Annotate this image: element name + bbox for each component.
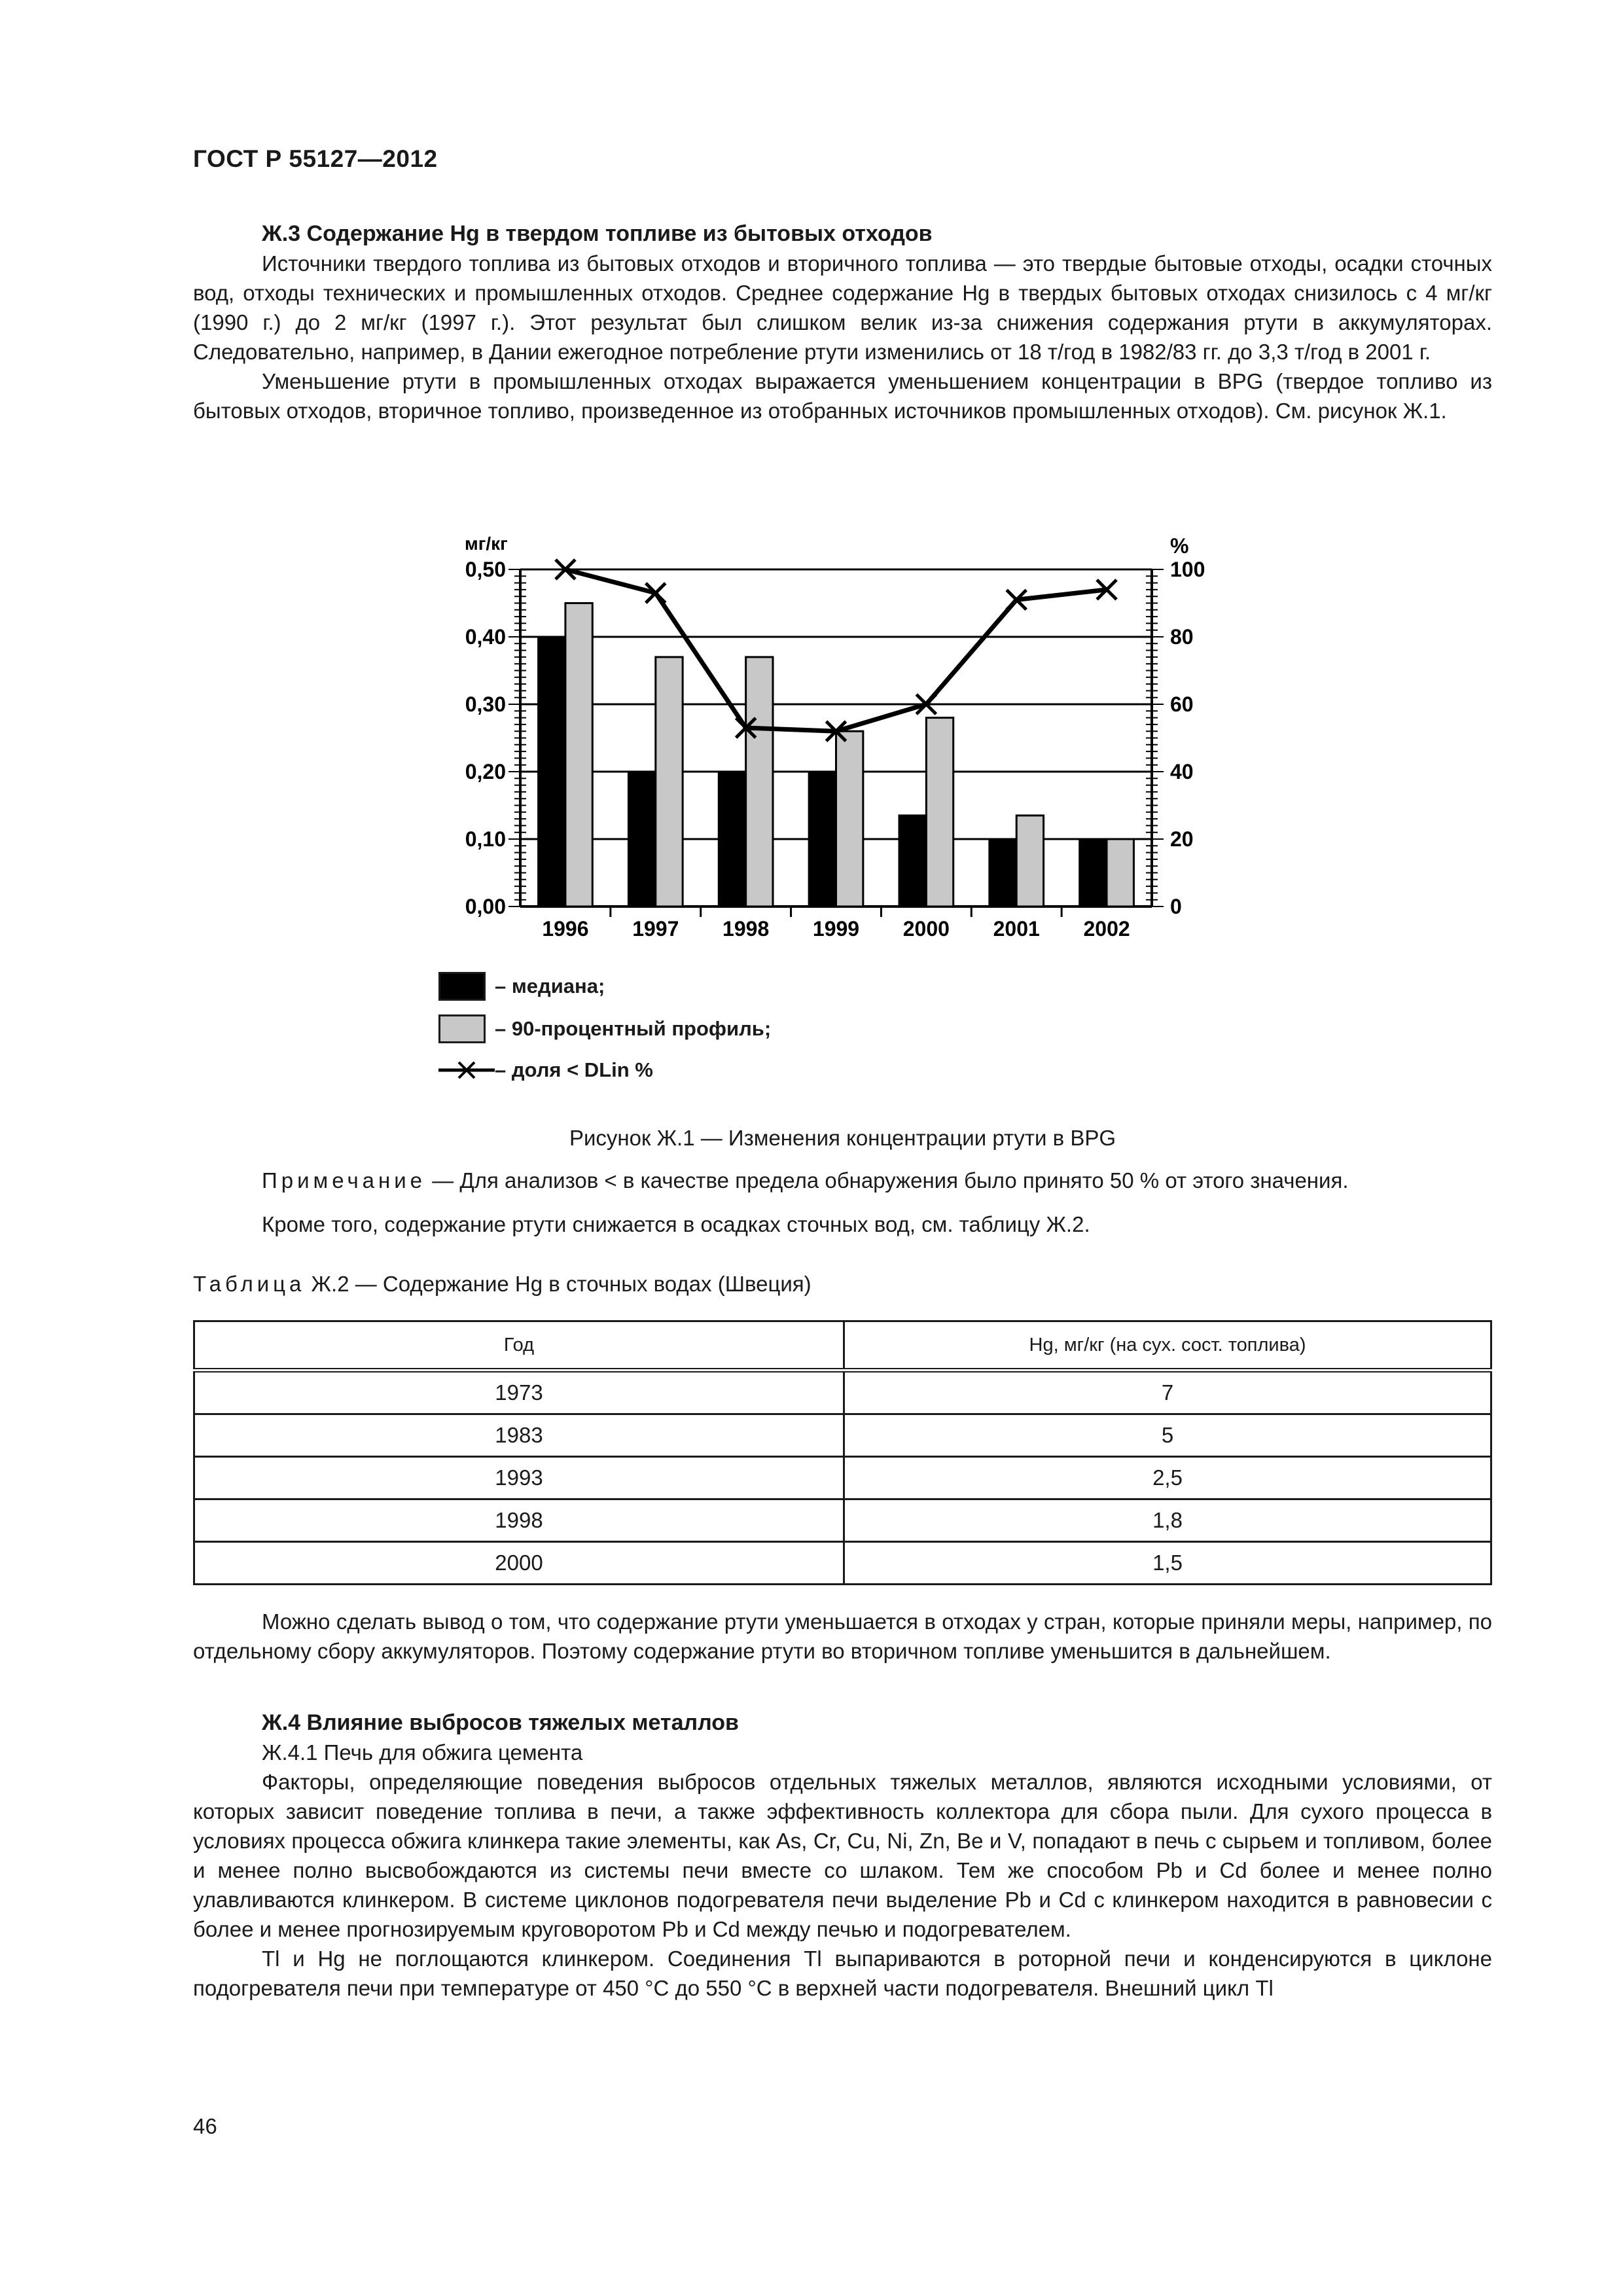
bar-median (899, 816, 926, 906)
bar-90-percentile (926, 718, 953, 906)
chart-right-tick-label: 60 (1170, 692, 1194, 716)
table-cell-hg: 5 (844, 1414, 1491, 1457)
chart-right-tick-label: 0 (1170, 895, 1182, 918)
table-cell-hg: 2,5 (844, 1457, 1491, 1499)
note-label: Примечание (262, 1168, 427, 1193)
table-label: Таблица (193, 1272, 306, 1296)
section-j4-paragraph-1: Факторы, определяющие поведения выбросов отдельных тяжелых металлов, являются исходными условиями, от которых зависит поведение топлива в печи, а также эффективность коллектора для сбора пыли. Для сухого процесса в условиях процесса обжига клинкера такие элементы, как As, Cr, Cu, Ni, Zn, Be и V, попадают в печь с сырьем и топливом, более и менее полно высвобождаются из системы печи вместе со шлаком. Тем же способом Pb и Cd более и менее полно улавливаются клинкером. В системе циклонов подогревателя печи выделение Pb и Cd с клинкером находится в равновесии с более и менее прогнозируемым круговоротом Pb и Cd между печью и подогревателем. (193, 1770, 1492, 1941)
table-header-row (194, 1321, 1491, 1371)
chart-x-tick-label: 1998 (722, 917, 770, 941)
bar-90-percentile (1107, 839, 1133, 906)
bar-90-percentile (836, 731, 863, 906)
line-dlin-share (565, 569, 1107, 731)
section-j3-paragraph-1: Источники твердого топлива из бытовых отходов и вторичного топлива — это твердые бытовые отходы, осадки сточных вод, отходы технических и промышленных отходов. Среднее содержание Hg в твердых бытовых отходах снизилось с 4 мг/кг (1990 г.) до 2 мг/кг (1997 г.). Этот результат был слишком велик из-за снижения содержания ртути в аккумуляторах. Следовательно, например, в Дании ежегодное потребление ртути изменились от 18 т/год в 1982/83 гг. до 3,3 т/год в 2001 г. (193, 251, 1492, 364)
legend-label-dlin-share: – доля < DLin % (495, 1058, 653, 1081)
table-title (193, 1272, 1492, 1297)
legend-label-median: – медиана; (495, 975, 605, 997)
chart-left-tick-label: 0,10 (465, 827, 506, 851)
table-cell-hg: 1,5 (844, 1542, 1491, 1585)
chart-x-tick-label: 1996 (542, 917, 589, 941)
table-header-hg: Hg, мг/кг (на сух. сост. топлива) (844, 1321, 1491, 1371)
section-j4-paragraph-2: Tl и Hg не поглощаются клинкером. Соединения Tl выпариваются в роторной печи и конденсируются в циклоне подогревателя печи при температуре от 450 °С до 550 °С в верхней части подогревателя. Внешний цикл Tl (193, 1946, 1492, 2000)
legend-line-cross-icon (438, 1056, 495, 1085)
chart-right-axis-label: % (1170, 534, 1189, 558)
table-row (194, 1542, 1491, 1585)
legend-label-90-percentile: – 90-процентный профиль; (495, 1017, 772, 1040)
section-j3-title: Ж.3 Содержание Hg в твердом топливе из бытовых отходов (262, 221, 933, 246)
table-caption: Ж.2 — Содержание Hg в сточных водах (Швеция) (305, 1272, 812, 1296)
chart-right-tick-label: 100 (1170, 558, 1205, 581)
section-j4-subtitle: Ж.4.1 Печь для обжига цемента (262, 1740, 583, 1765)
bar-median (628, 772, 655, 906)
legend-swatch-90-percentile (438, 1014, 486, 1043)
chart-x-tick-label: 2002 (1083, 917, 1130, 941)
mercury-sewage-table (193, 1320, 1492, 1585)
legend-swatch-median (438, 972, 486, 1001)
chart-left-axis-label: мг/кг (465, 533, 508, 554)
table-cell-hg: 7 (844, 1371, 1491, 1414)
page-number: 46 (193, 2114, 217, 2138)
table-cell-hg: 1,8 (844, 1499, 1491, 1542)
chart-x-tick-label: 2001 (993, 917, 1040, 941)
conclusion-paragraph: Можно сделать вывод о том, что содержание ртути уменьшается в отходах у стран, которые приняли меры, например, по отдельному сбору аккумуляторов. Поэтому содержание ртути во вторичном топливе уменьшится в дальнейшем. (193, 1609, 1492, 1663)
table-row (194, 1414, 1491, 1457)
note-text: — Для анализов < в качестве предела обнаружения было принято 50 % от этого значения. (426, 1168, 1349, 1193)
bar-90-percentile (565, 603, 592, 907)
table-row (194, 1457, 1491, 1499)
chart-x-tick-label: 1999 (812, 917, 860, 941)
table-cell-year: 2000 (194, 1542, 844, 1585)
section-j3 (193, 219, 1492, 425)
table-row (194, 1499, 1491, 1542)
legend-item-dlin-share (438, 1056, 653, 1085)
table-cell-year: 1993 (194, 1457, 844, 1499)
document-header: ГОСТ Р 55127—2012 (193, 145, 438, 172)
chart-right-tick-label: 20 (1170, 827, 1194, 851)
bar-90-percentile (746, 657, 773, 906)
figure-note (193, 1168, 1561, 1193)
legend-item-90-percentile (438, 1014, 771, 1043)
bar-90-percentile (1016, 816, 1043, 906)
chart-right-tick-label: 80 (1170, 625, 1194, 649)
bar-median (539, 637, 565, 906)
chart-left-tick-label: 0,40 (465, 625, 506, 649)
chart-x-tick-label: 2000 (902, 917, 950, 941)
bar-median (809, 772, 836, 906)
table-cell-year: 1983 (194, 1414, 844, 1457)
bar-median (1080, 839, 1107, 906)
bar-median (719, 772, 745, 906)
paragraph-after-note: Кроме того, содержание ртути снижается в осадках сточных вод, см. таблицу Ж.2. (262, 1212, 1090, 1236)
chart-right-tick-label: 40 (1170, 760, 1194, 783)
table-cell-year: 1998 (194, 1499, 844, 1542)
bar-median (990, 839, 1016, 906)
bar-90-percentile (656, 657, 683, 906)
figure-caption: Рисунок Ж.1 — Изменения концентрации ртути в BPG (569, 1126, 1116, 1150)
table-header-year: Год (194, 1321, 844, 1371)
chart-left-tick-label: 0,30 (465, 692, 506, 716)
chart-left-tick-label: 0,20 (465, 760, 506, 783)
legend-item-median (438, 972, 605, 1001)
section-j3-paragraph-2: Уменьшение ртути в промышленных отходах выражается уменьшением концентрации в BPG (твердое топливо из бытовых отходов, вторичное топливо, произведенное из отобранных источников промышленных отходов). См. рисунок Ж.1. (193, 369, 1492, 423)
chart-left-tick-label: 0,50 (465, 558, 506, 581)
section-j4-title: Ж.4 Влияние выбросов тяжелых металлов (262, 1710, 739, 1735)
chart-left-tick-label: 0,00 (465, 895, 506, 918)
mercury-concentration-chart (429, 520, 1279, 965)
section-j4 (193, 1708, 1492, 2003)
table-row (194, 1371, 1491, 1414)
chart-x-tick-label: 1997 (632, 917, 679, 941)
table-cell-year: 1973 (194, 1371, 844, 1414)
